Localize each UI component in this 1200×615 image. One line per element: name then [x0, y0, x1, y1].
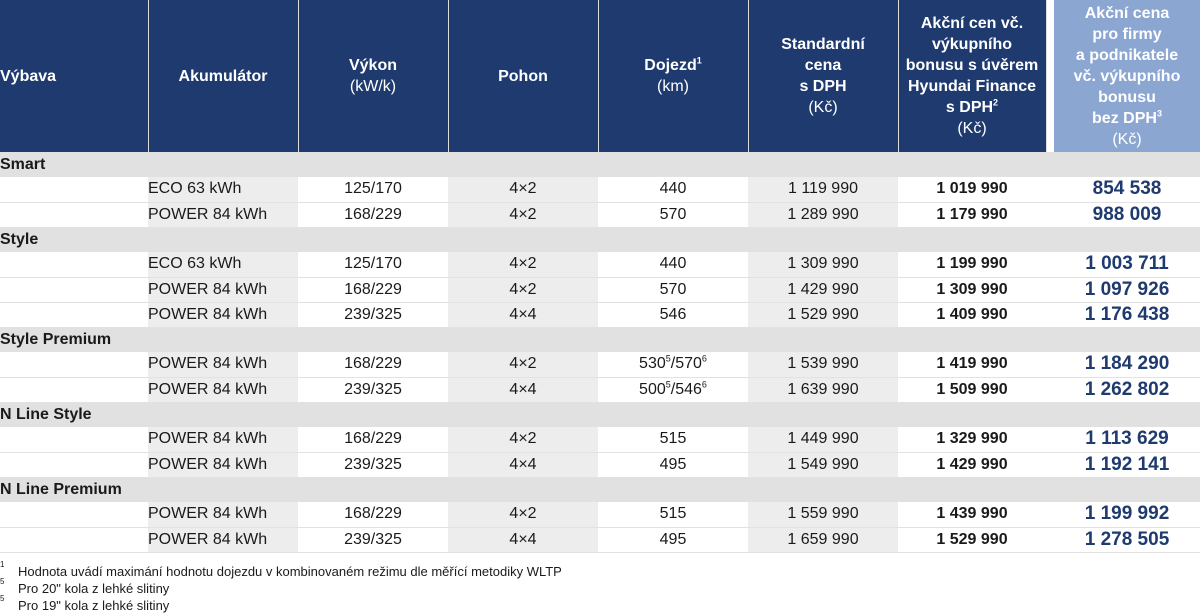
- footnote-text: Pro 20" kola z lehké slitiny: [18, 581, 170, 596]
- power-cell: 239/325: [298, 377, 448, 402]
- drive-cell: 4×2: [448, 252, 598, 277]
- row-gap: [1046, 527, 1054, 552]
- business-price-cell: 1 176 438: [1054, 302, 1200, 327]
- drive-cell: 4×2: [448, 177, 598, 202]
- promo-price-cell: 1 529 990: [898, 527, 1046, 552]
- power-cell: 168/229: [298, 427, 448, 452]
- range-cell: 440: [598, 177, 748, 202]
- header-row: [0, 0, 1200, 152]
- header-biz-unit: (Kč): [1112, 130, 1142, 148]
- row-gap: [1046, 252, 1054, 277]
- header-promo-line-5: s DPH: [945, 99, 994, 116]
- promo-price-cell: 1 309 990: [898, 277, 1046, 302]
- power-cell: 125/170: [298, 252, 448, 277]
- drive-cell: 4×2: [448, 427, 598, 452]
- footnote-mark: 5: [0, 577, 5, 586]
- group-name: N Line Premium: [0, 477, 1046, 502]
- group-name: Smart: [0, 152, 1046, 177]
- standard-price-cell: 1 639 990: [748, 377, 898, 402]
- business-price-cell: 854 538: [1054, 177, 1200, 202]
- group-gap: [1046, 327, 1054, 352]
- range-alt-footnote: 6: [701, 353, 707, 364]
- range-cell: $530^5/570^6$: [598, 352, 748, 377]
- power-cell: 125/170: [298, 177, 448, 202]
- header-battery: Akumulátor: [148, 0, 298, 152]
- header-std-line-1: Standardní: [781, 36, 865, 53]
- row-gap: [1046, 427, 1054, 452]
- power-cell: 239/325: [298, 452, 448, 477]
- business-price-cell: 1 199 992: [1054, 502, 1200, 527]
- standard-price-cell: 1 529 990: [748, 302, 898, 327]
- header-promo-line-3: bonusu s úvěrem: [905, 57, 1039, 74]
- header-trim: Výbava: [0, 0, 148, 152]
- range-alt-footnote: 6: [701, 379, 707, 390]
- table-row: [0, 277, 1200, 302]
- footnote: [0, 594, 1200, 614]
- header-biz-footnote: 3: [1156, 108, 1162, 119]
- drive-cell: 4×2: [448, 502, 598, 527]
- price-table-body: [0, 152, 1200, 552]
- standard-price-cell: 1 429 990: [748, 277, 898, 302]
- range-cell: 440: [598, 252, 748, 277]
- promo-price-cell: 1 019 990: [898, 177, 1046, 202]
- business-price-cell: 1 184 290: [1054, 352, 1200, 377]
- group-row: [0, 327, 1200, 352]
- header-promo-line-4: Hyundai Finance: [907, 78, 1037, 95]
- promo-price-cell: 1 419 990: [898, 352, 1046, 377]
- battery-cell: ECO 63 kWh: [148, 252, 298, 277]
- promo-price-cell: 1 179 990: [898, 202, 1046, 227]
- header-drive: Pohon: [448, 0, 598, 152]
- header-biz-line-3: a podnikatele: [1075, 46, 1179, 64]
- table-row: [0, 452, 1200, 477]
- drive-cell: 4×2: [448, 277, 598, 302]
- promo-price-cell: 1 439 990: [898, 502, 1046, 527]
- group-gap: [1046, 152, 1054, 177]
- drive-cell: 4×4: [448, 527, 598, 552]
- row-gap: [1046, 352, 1054, 377]
- range-cell: 570: [598, 277, 748, 302]
- header-biz-line-5: bonusu: [1098, 88, 1156, 106]
- group-row: [0, 227, 1200, 252]
- range-cell: 515: [598, 427, 748, 452]
- range-footnote: 5: [665, 353, 671, 364]
- drive-cell: 4×4: [448, 452, 598, 477]
- header-range-title: Dojezd: [644, 57, 697, 74]
- range-cell: 515: [598, 502, 748, 527]
- range-cell: 495: [598, 527, 748, 552]
- group-row: [0, 477, 1200, 502]
- trim-cell: [0, 202, 148, 227]
- battery-cell: POWER 84 kWh: [148, 452, 298, 477]
- group-offer-cell: [1054, 152, 1200, 177]
- footnote-text: Hodnota uvádí maximání hodnotu dojezdu v kombinovaném režimu dle měřící metodiky WLTP: [18, 564, 562, 579]
- power-cell: 168/229: [298, 502, 448, 527]
- table-row: [0, 502, 1200, 527]
- trim-cell: [0, 502, 148, 527]
- business-price-cell: 1 113 629: [1054, 427, 1200, 452]
- row-gap: [1046, 502, 1054, 527]
- group-gap: [1046, 402, 1054, 427]
- header-biz-line-1: Akční cena: [1084, 4, 1170, 22]
- range-alt-value: 546: [675, 380, 702, 398]
- footnotes: [0, 560, 1200, 614]
- header-power: [298, 0, 448, 152]
- group-offer-cell: [1054, 402, 1200, 427]
- promo-price-cell: 1 409 990: [898, 302, 1046, 327]
- row-gap: [1046, 202, 1054, 227]
- header-promo-unit: (Kč): [957, 120, 987, 137]
- header-promo-footnote: 2: [993, 97, 999, 108]
- row-gap: [1046, 452, 1054, 477]
- header-std-line-3: s DPH: [799, 78, 847, 95]
- header-biz-line-6: bez DPH: [1092, 109, 1157, 127]
- business-price-cell: 988 009: [1054, 202, 1200, 227]
- promo-price-cell: 1 329 990: [898, 427, 1046, 452]
- header-promo-line-2: výkupního: [931, 36, 1012, 53]
- footnote-text: Pro 19" kola z lehké slitiny: [18, 598, 170, 613]
- group-gap: [1046, 227, 1054, 252]
- row-gap: [1046, 277, 1054, 302]
- power-cell: 168/229: [298, 352, 448, 377]
- row-gap: [1046, 177, 1054, 202]
- group-gap: [1046, 477, 1054, 502]
- header-promo-price: [898, 0, 1046, 152]
- trim-cell: [0, 277, 148, 302]
- promo-price-cell: 1 509 990: [898, 377, 1046, 402]
- business-price-cell: 1 097 926: [1054, 277, 1200, 302]
- battery-cell: POWER 84 kWh: [148, 202, 298, 227]
- group-offer-cell: [1054, 327, 1200, 352]
- standard-price-cell: 1 549 990: [748, 452, 898, 477]
- group-offer-cell: [1054, 227, 1200, 252]
- battery-cell: POWER 84 kWh: [148, 427, 298, 452]
- drive-cell: 4×4: [448, 302, 598, 327]
- business-price-cell: 1 262 802: [1054, 377, 1200, 402]
- standard-price-cell: 1 659 990: [748, 527, 898, 552]
- range-cell: 495: [598, 452, 748, 477]
- business-price-cell: 1 003 711: [1054, 252, 1200, 277]
- business-price-cell: 1 192 141: [1054, 452, 1200, 477]
- table-row: [0, 527, 1200, 552]
- promo-price-cell: 1 429 990: [898, 452, 1046, 477]
- group-row: [0, 152, 1200, 177]
- table-row: [0, 177, 1200, 202]
- drive-cell: 4×4: [448, 377, 598, 402]
- power-cell: 168/229: [298, 277, 448, 302]
- row-gap: [1046, 377, 1054, 402]
- group-name: N Line Style: [0, 402, 1046, 427]
- battery-cell: POWER 84 kWh: [148, 527, 298, 552]
- header-gap: [1046, 0, 1054, 152]
- header-biz-line-4: vč. výkupního: [1073, 67, 1181, 85]
- trim-cell: [0, 302, 148, 327]
- range-value: 500: [639, 380, 666, 398]
- drive-cell: 4×2: [448, 202, 598, 227]
- row-gap: [1046, 302, 1054, 327]
- range-cell: $500^5/546^6$: [598, 377, 748, 402]
- trim-cell: [0, 352, 148, 377]
- trim-cell: [0, 252, 148, 277]
- trim-cell: [0, 177, 148, 202]
- table-row: [0, 302, 1200, 327]
- header-power-unit: (kW/k): [349, 78, 397, 95]
- trim-cell: [0, 527, 148, 552]
- trim-cell: [0, 452, 148, 477]
- table-row: [0, 252, 1200, 277]
- table-row: [0, 202, 1200, 227]
- header-power-title: Výkon: [348, 57, 397, 74]
- standard-price-cell: 1 449 990: [748, 427, 898, 452]
- header-range: [598, 0, 748, 152]
- battery-cell: POWER 84 kWh: [148, 352, 298, 377]
- header-range-footnote: 1: [696, 55, 702, 66]
- power-cell: 168/229: [298, 202, 448, 227]
- header-business-price: [1054, 0, 1200, 152]
- table-row: [0, 377, 1200, 402]
- power-cell: 239/325: [298, 527, 448, 552]
- standard-price-cell: 1 119 990: [748, 177, 898, 202]
- battery-cell: POWER 84 kWh: [148, 377, 298, 402]
- promo-price-cell: 1 199 990: [898, 252, 1046, 277]
- battery-cell: ECO 63 kWh: [148, 177, 298, 202]
- footnote: [0, 560, 1200, 580]
- standard-price-cell: 1 539 990: [748, 352, 898, 377]
- group-row: [0, 402, 1200, 427]
- range-value: 530: [639, 355, 666, 373]
- range-alt-value: 570: [675, 355, 702, 373]
- footnote-mark: 5: [0, 594, 5, 603]
- trim-cell: [0, 427, 148, 452]
- header-range-unit: (km): [657, 78, 689, 95]
- footnote-mark: 1: [0, 560, 5, 569]
- standard-price-cell: 1 289 990: [748, 202, 898, 227]
- group-offer-cell: [1054, 477, 1200, 502]
- battery-cell: POWER 84 kWh: [148, 277, 298, 302]
- header-std-unit: (Kč): [808, 99, 838, 116]
- header-promo-line-1: Akční cen vč.: [920, 15, 1024, 32]
- drive-cell: 4×2: [448, 352, 598, 377]
- business-price-cell: 1 278 505: [1054, 527, 1200, 552]
- group-name: Style: [0, 227, 1046, 252]
- header-std-line-2: cena: [804, 57, 842, 74]
- table-row: [0, 427, 1200, 452]
- standard-price-cell: 1 309 990: [748, 252, 898, 277]
- range-footnote: 5: [665, 379, 671, 390]
- standard-price-cell: 1 559 990: [748, 502, 898, 527]
- range-cell: 546: [598, 302, 748, 327]
- footnote: [0, 577, 1200, 597]
- range-cell: 570: [598, 202, 748, 227]
- power-cell: 239/325: [298, 302, 448, 327]
- header-standard-price: [748, 0, 898, 152]
- battery-cell: POWER 84 kWh: [148, 502, 298, 527]
- table-row: [0, 352, 1200, 377]
- group-name: Style Premium: [0, 327, 1046, 352]
- trim-cell: [0, 377, 148, 402]
- header-biz-line-2: pro firmy: [1092, 25, 1162, 43]
- battery-cell: POWER 84 kWh: [148, 302, 298, 327]
